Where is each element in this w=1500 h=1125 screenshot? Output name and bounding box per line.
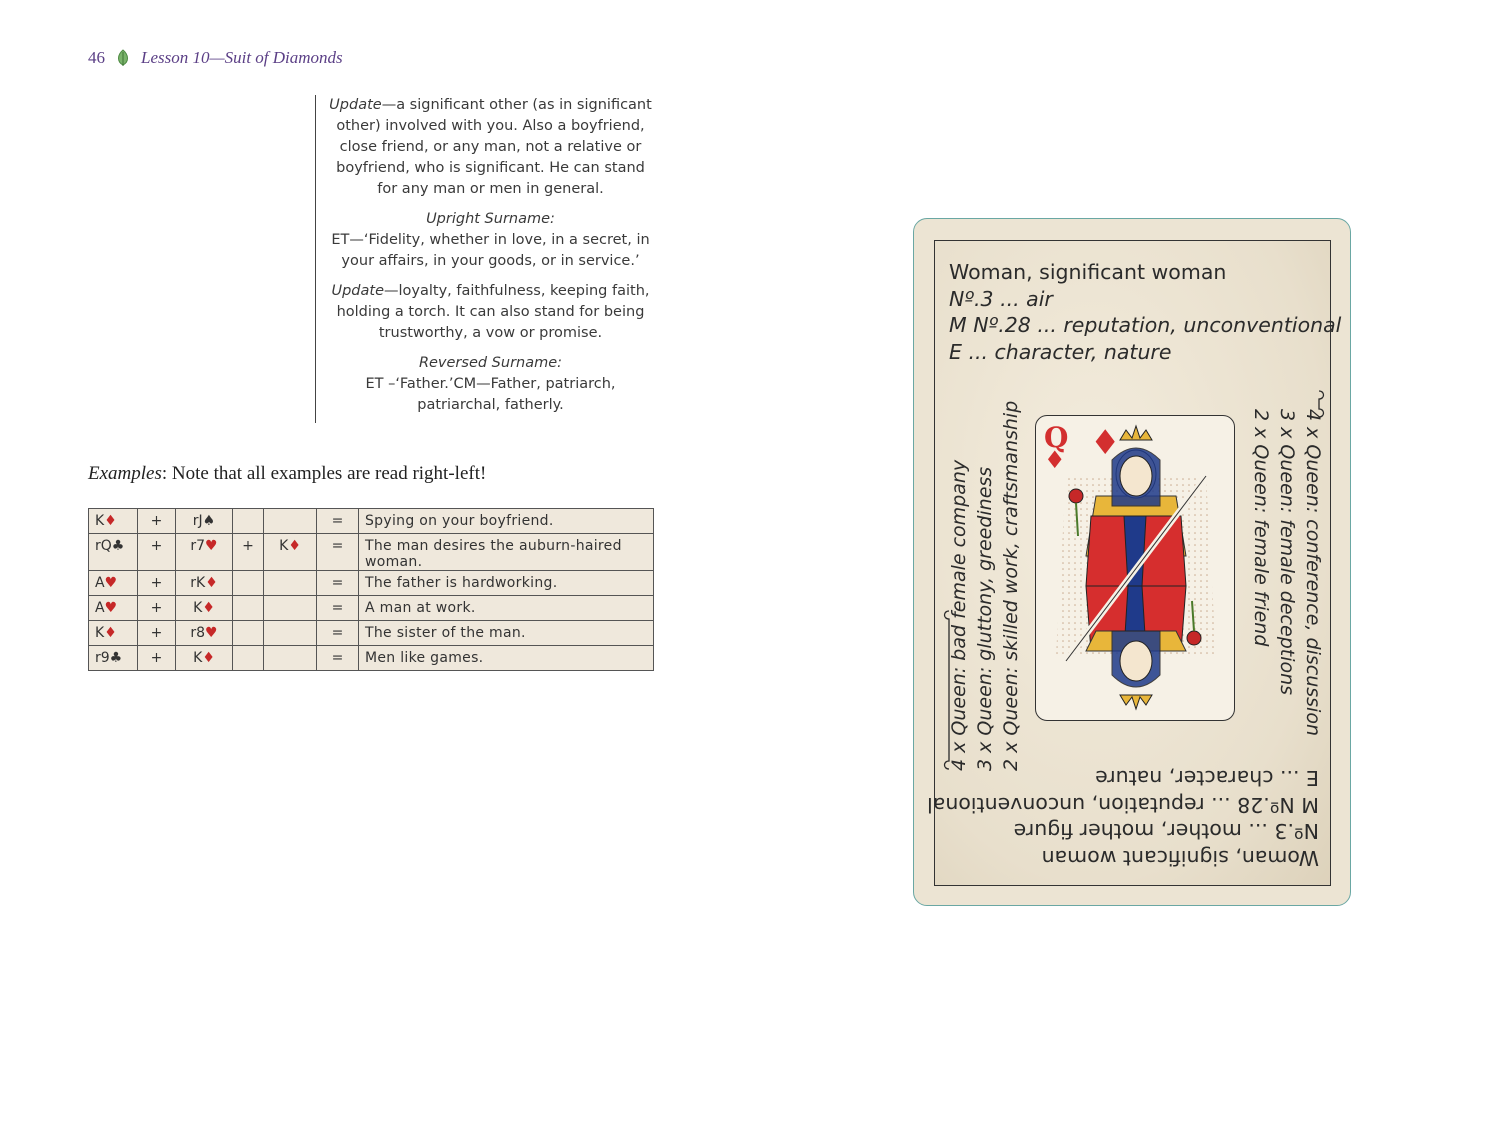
equals-sign: =	[331, 625, 344, 641]
card-a-cell	[89, 596, 138, 621]
examples-table	[88, 508, 654, 671]
plus-cell	[233, 596, 264, 621]
suit-icon: ♦	[104, 513, 117, 529]
meaning-cell	[359, 534, 654, 571]
card-rank: rK	[190, 575, 206, 591]
card-c-cell	[264, 571, 317, 596]
equals-cell	[317, 509, 359, 534]
equals-cell	[317, 621, 359, 646]
card-b-cell	[176, 571, 233, 596]
card-b-cell	[176, 646, 233, 671]
chapter-title: Lesson 10—Suit of Diamonds	[141, 48, 343, 67]
meaning-cell	[359, 621, 654, 646]
card-a-cell	[89, 646, 138, 671]
suit-icon: ♥	[205, 538, 218, 554]
leaf-icon	[115, 49, 131, 67]
sidebar-text	[315, 95, 655, 423]
card-rank: rJ	[192, 513, 203, 529]
equals-cell	[317, 534, 359, 571]
table-row	[89, 534, 654, 571]
card-top-line: M Nº.28 ... reputation, unconventional	[949, 313, 1342, 337]
diamond-icon: ♦	[1044, 446, 1066, 474]
plus-cell	[138, 534, 176, 571]
examples-heading	[88, 463, 486, 485]
card-rank: A	[95, 600, 105, 616]
equals-sign: =	[331, 513, 344, 529]
table-row	[89, 571, 654, 596]
card-top-line: Nº.3 ... air	[949, 286, 1053, 311]
card-rank: r7	[190, 538, 206, 554]
card-b-cell	[176, 509, 233, 534]
card-bottom-meanings	[927, 765, 1319, 871]
card-left-line: 4 x Queen: bad female company	[948, 459, 970, 771]
plus-sign: +	[150, 575, 163, 591]
card-index	[1044, 421, 1069, 474]
card-a-cell	[89, 621, 138, 646]
card-b-cell	[176, 534, 233, 571]
plus-cell	[138, 646, 176, 671]
card-c-cell	[264, 646, 317, 671]
meaning-text: A man at work.	[365, 600, 476, 616]
card-bottom-line: M Nº.28 ... reputation, unconventional	[927, 793, 1319, 817]
table-row	[89, 509, 654, 534]
update-label: Update	[331, 283, 384, 299]
plus-cell	[138, 571, 176, 596]
suit-icon: ♥	[104, 575, 118, 591]
table-row	[89, 596, 654, 621]
card-left-line: 2 x Queen: skilled work, craftsmanship	[1000, 400, 1022, 771]
card-frame	[927, 240, 1342, 886]
suit-icon: ♠	[202, 513, 216, 529]
meaning-text: Men like games.	[365, 650, 484, 666]
plus-cell	[233, 509, 264, 534]
card-rank: K	[95, 625, 105, 641]
card-right-line: 2 x Queen: female friend	[1250, 409, 1272, 647]
meaning-cell	[359, 646, 654, 671]
meaning-cell	[359, 509, 654, 534]
page-number: 46	[88, 48, 105, 67]
card-top-line: E ... character, nature	[949, 339, 1172, 364]
card-b-cell	[176, 596, 233, 621]
meaning-cell	[359, 571, 654, 596]
suit-icon: ♦	[202, 650, 215, 666]
plus-sign: +	[242, 538, 254, 554]
suit-icon: ♦	[288, 538, 301, 554]
card-c-cell	[264, 509, 317, 534]
suit-icon: ♣	[111, 538, 125, 554]
plus-cell	[138, 621, 176, 646]
card-rank: r9	[95, 650, 110, 666]
card-c-cell	[264, 596, 317, 621]
suit-icon: ♦	[202, 600, 215, 616]
equals-sign: =	[331, 575, 344, 591]
update-label: Update	[329, 97, 382, 113]
equals-cell	[317, 571, 359, 596]
plus-sign: +	[150, 538, 163, 554]
card-bottom-line: E ... character, nature	[1095, 766, 1319, 791]
card-rank: K	[95, 513, 105, 529]
plus-sign: +	[150, 600, 163, 616]
card-b-cell	[176, 621, 233, 646]
table-row	[89, 646, 654, 671]
plus-cell	[233, 571, 264, 596]
equals-cell	[317, 596, 359, 621]
meaning-text: The sister of the man.	[365, 625, 526, 641]
card-left-line: 3 x Queen: gluttony, greediness	[974, 466, 996, 771]
queen-of-diamonds-card	[913, 218, 1351, 906]
plus-sign: +	[150, 650, 163, 666]
plus-sign: +	[150, 625, 163, 641]
plus-cell	[138, 596, 176, 621]
meaning-text: Spying on your boyfriend.	[365, 513, 554, 529]
equals-sign: =	[331, 538, 344, 554]
examples-text: : Note that all examples are read right-left!	[161, 463, 487, 484]
suit-icon: ♦	[205, 575, 218, 591]
card-right-line: 3 x Queen: female deceptions	[1276, 409, 1298, 696]
card-bottom-line: Woman, significant woman	[1041, 846, 1319, 870]
reversed-heading: Reversed Surname:	[418, 355, 563, 371]
card-a-cell	[89, 571, 138, 596]
index-rank: Q	[1044, 421, 1069, 454]
queen-face-illustration	[1035, 415, 1235, 721]
meaning-text: The father is hardworking.	[365, 575, 558, 591]
card-rank: A	[95, 575, 105, 591]
upright-heading: Upright Surname:	[426, 211, 555, 227]
plus-cell	[233, 534, 264, 571]
update-paragraph-1	[326, 95, 655, 200]
update-text: —loyalty, faithfulness, keeping faith, holding a torch. It can also stand for being trustworthy, a vow or promise.	[336, 283, 650, 341]
plus-cell	[233, 646, 264, 671]
update-text: —a significant other (as in significant other) involved with you. Also a boyfriend, close friend, or any man, not a relative or boyfriend, who is significant. He can stand for any man or men in general.	[336, 97, 652, 197]
table-row	[89, 621, 654, 646]
card-a-cell	[89, 534, 138, 571]
plus-cell	[233, 621, 264, 646]
running-head	[88, 48, 343, 68]
card-c-cell	[264, 534, 317, 571]
card-rank: K	[193, 600, 203, 616]
upright-text: ET—‘Fidelity, whether in love, in a secret, in your affairs, in your goods, or in service.’	[331, 232, 650, 269]
suit-icon: ♣	[109, 650, 123, 666]
diamond-icon: ♦	[1090, 423, 1121, 463]
equals-cell	[317, 646, 359, 671]
plus-sign: +	[150, 513, 163, 529]
card-top-line: Woman, significant woman	[949, 260, 1227, 284]
suit-icon: ♥	[205, 625, 218, 641]
suit-icon: ♦	[104, 625, 117, 641]
card-a-cell	[89, 509, 138, 534]
card-right-line: 4 x Queen: conference, discussion	[1302, 409, 1324, 736]
card-rank: K	[193, 650, 203, 666]
meaning-cell	[359, 596, 654, 621]
examples-label: Examples	[88, 463, 162, 484]
equals-sign: =	[331, 650, 344, 666]
card-bottom-line: Nº.3 ... mother, mother figure	[1013, 819, 1319, 844]
card-rank: r8	[190, 625, 206, 641]
equals-sign: =	[331, 600, 344, 616]
plus-cell	[138, 509, 176, 534]
card-rank: rQ	[95, 538, 112, 554]
update-paragraph-2	[326, 281, 655, 344]
card-rank: K	[279, 538, 289, 554]
reversed-text: ET –‘Father.’CM—Father, patriarch, patriarchal, fatherly.	[365, 376, 616, 413]
suit-icon: ♥	[104, 600, 118, 616]
card-c-cell	[264, 621, 317, 646]
meaning-text: The man desires the auburn-haired woman.	[365, 538, 622, 570]
